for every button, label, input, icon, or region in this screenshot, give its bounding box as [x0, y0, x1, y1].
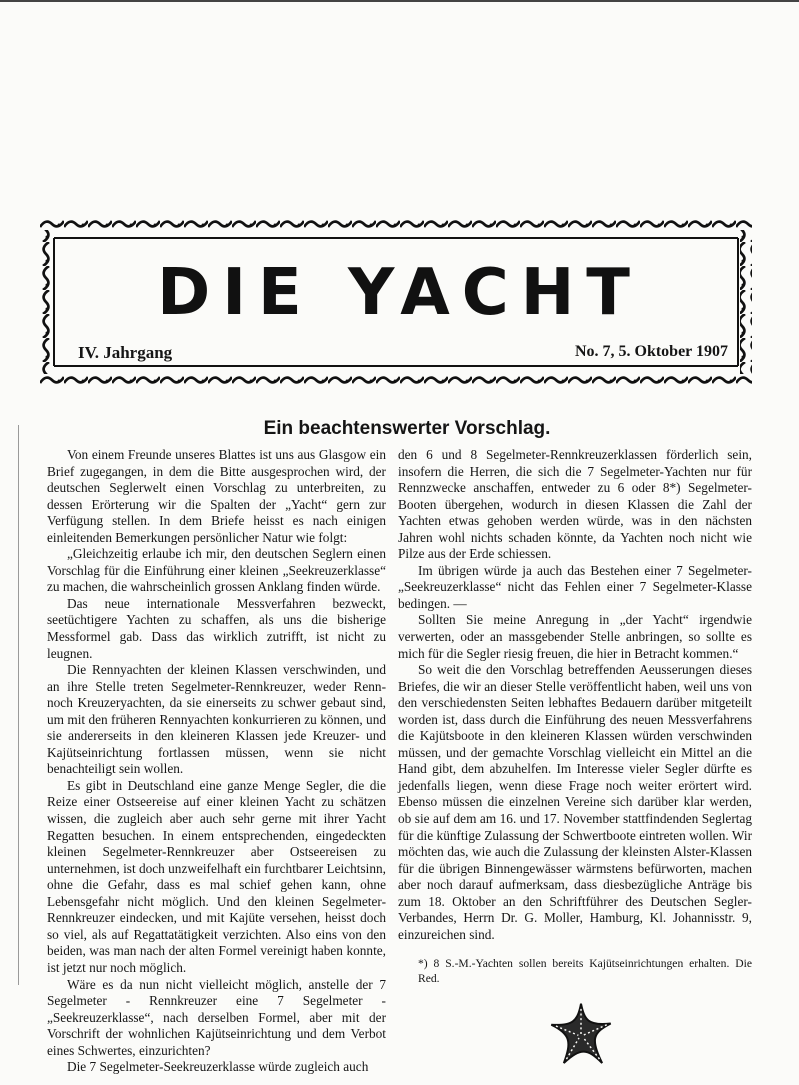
article-left-column	[47, 447, 386, 1076]
quote-paragraph: „Gleichzeitig erlaube ich mir, den deutschen Seglern einen Vorschlag für die Einführung einer kleinen „Seekreuzerklasse“ zu machen, die wahrscheinlich grossen Anklang finden würde.	[47, 546, 386, 595]
page-top-edge	[0, 0, 799, 2]
quote-paragraph: Die Rennyachten der kleinen Klassen verschwinden, und an ihre Stelle treten Segelmeter-Rennkreuzer, weder Renn- noch Kreuzeryachten, da sie einerseits zu schwer gebaut sind, um mit den früheren Rennyachten konkurrieren zu können, und sie andererseits in den kleineren Klassen jede Kreuzer- und Kajütseinrichtung fortlassen müssen, wenn sie nicht benachteiligt sein wollen.	[47, 662, 386, 777]
quote-paragraph: Wäre es da nun nicht vielleicht möglich, anstelle der 7 Segelmeter - Rennkreuzer eine 7 Segelmeter - „Seekreuzerklasse“, nach derselben Formel, aber mit der Vorschrift der wohnlichen Kajütseinrichtung und dem Verbot eines Schwertes, einzurichten?	[47, 976, 386, 1058]
article-paragraph: Von einem Freunde unseres Blattes ist uns aus Glasgow ein Brief zugegangen, in dem die Bitte ausgesprochen wird, der deutschen Seglerwelt einen Vorschlag zu unterbreiten, zu dessen Erörterung wir die Spalten der „Yacht“ gern zur Verfügung stellen. In dem Briefe heisst es nach einigen einleitenden Bemerkungen persönlicher Natur wie folgt:	[47, 447, 386, 545]
article-title: Ein beachtenswerter Vorschlag.	[263, 418, 551, 439]
quote-paragraph: Im übrigen würde ja auch das Bestehen einer 7 Segelmeter-„Seekreuzerklasse“ nicht das Fehlen einer 7 Segelmeter-Klasse bedingen. —	[398, 562, 752, 611]
volume-label: IV. Jahrgang	[78, 343, 173, 362]
footnote-text: *) 8 S.-M.-Yachten sollen bereits Kajütseinrichtungen erhalten. Die Red.	[418, 957, 752, 986]
issue-date: No. 7, 5. Oktober 1907	[574, 343, 728, 360]
quote-paragraph: Die 7 Segelmeter-Seekreuzerklasse würde zugleich auch	[67, 1059, 369, 1075]
page-gutter-line	[18, 425, 19, 985]
quote-paragraph: Das neue internationale Messverfahren bezweckt, seetüchtigere Yachten zu schaffen, als uns die bisherige Messformel gab. Dass das wirklich zutrifft, ist nicht zu leugnen.	[47, 595, 386, 661]
footnote	[398, 956, 752, 986]
article-paragraph: So weit die den Vorschlag betreffenden Aeusserungen dieses Briefes, die wir an dieser Stelle veröffentlicht haben, weil uns von den verschiedensten Seiten lebhaftes Bedauern darüber mitgeteilt worden ist, dass durch die Einführung des neuen Messverfahrens die Kajütsboote in den kleineren Klassen würden verschwinden müssen, und der gemachte Vorschlag vielleicht ein Mittel an die Hand gibt, dem abzuhelfen. Im Interesse vieler Segler dürfte es jedenfalls liegen, wenn diese Frage noch weiter erörtert wird. Ebenso müssen die einzelnen Vereine sich darüber klar werden, ob sie auf dem am 16. und 17. November stattfindenden Seglertag für die künftige Zulassung der Schwertboote eintreten wollen. Wir möchten das, wie auch die Zulassung der kleinsten Alster-Klassen für die übrigen Binnengewässer wärmstens befürworten, machen aber noch darauf aufmerksam, dass diesbezügliche Anträge bis zum 18. Oktober an den Schriftführer des Deutschen Segler-Verbandes, Herrn Dr. G. Moller, Hamburg, Kl. Johannisstr. 9, einzureichen sind.	[398, 662, 752, 942]
masthead-title: DIE YACHT	[157, 256, 642, 330]
article-right-column	[398, 447, 752, 986]
quote-paragraph: Es gibt in Deutschland eine ganze Menge Segler, die die Reize einer Ostseereise auf einer kleinen Yacht zu schätzen wissen, die zugleich aber auch sehr gerne mit ihrer Yacht Regatten besuchen. In einem entsprechenden, eingedeckten kleinen Segelmeter-Rennkreuzer aber Ostseereisen zu unternehmen, ist doch unzweifelhaft ein furchtbarer Leichtsinn, ohne die Gefahr, dass es mal schief gehen kann, ohne Lebensgefahr nicht möglich. Und den kleinen Segelmeter-Rennkreuzer eindecken, und mit Kajüte versehen, heisst doch so viel, als auf Regattatätigkeit verzichten. Also eins von den beiden, was man nach der alten Formel vereinigt haben konnte, ist jetzt nur noch möglich.	[47, 777, 386, 975]
starfish-icon	[548, 1001, 614, 1067]
quote-paragraph: den 6 und 8 Segelmeter-Rennkreuzerklassen förderlich sein, insofern die Herren, die sich die 7 Segelmeter-Yachten nur für Rennzwecke anschaffen, entweder zu 6 oder 8*) Segelmeter-Booten übergehen, wodurch in diesen Klassen die Zahl der Yachten etwas gehoben werden würde, was in den nächsten Jahren wohl nichts schaden könnte, da Yachten noch nicht wie Pilze aus der Erde schiessen.	[398, 447, 752, 562]
quote-paragraph: Sollten Sie meine Anregung in „der Yacht“ irgendwie verwerten, oder an massgebender Stelle anbringen, so sollte es mich für die Segler riesig freuen, die hier in Betracht kommen.“	[398, 612, 752, 661]
